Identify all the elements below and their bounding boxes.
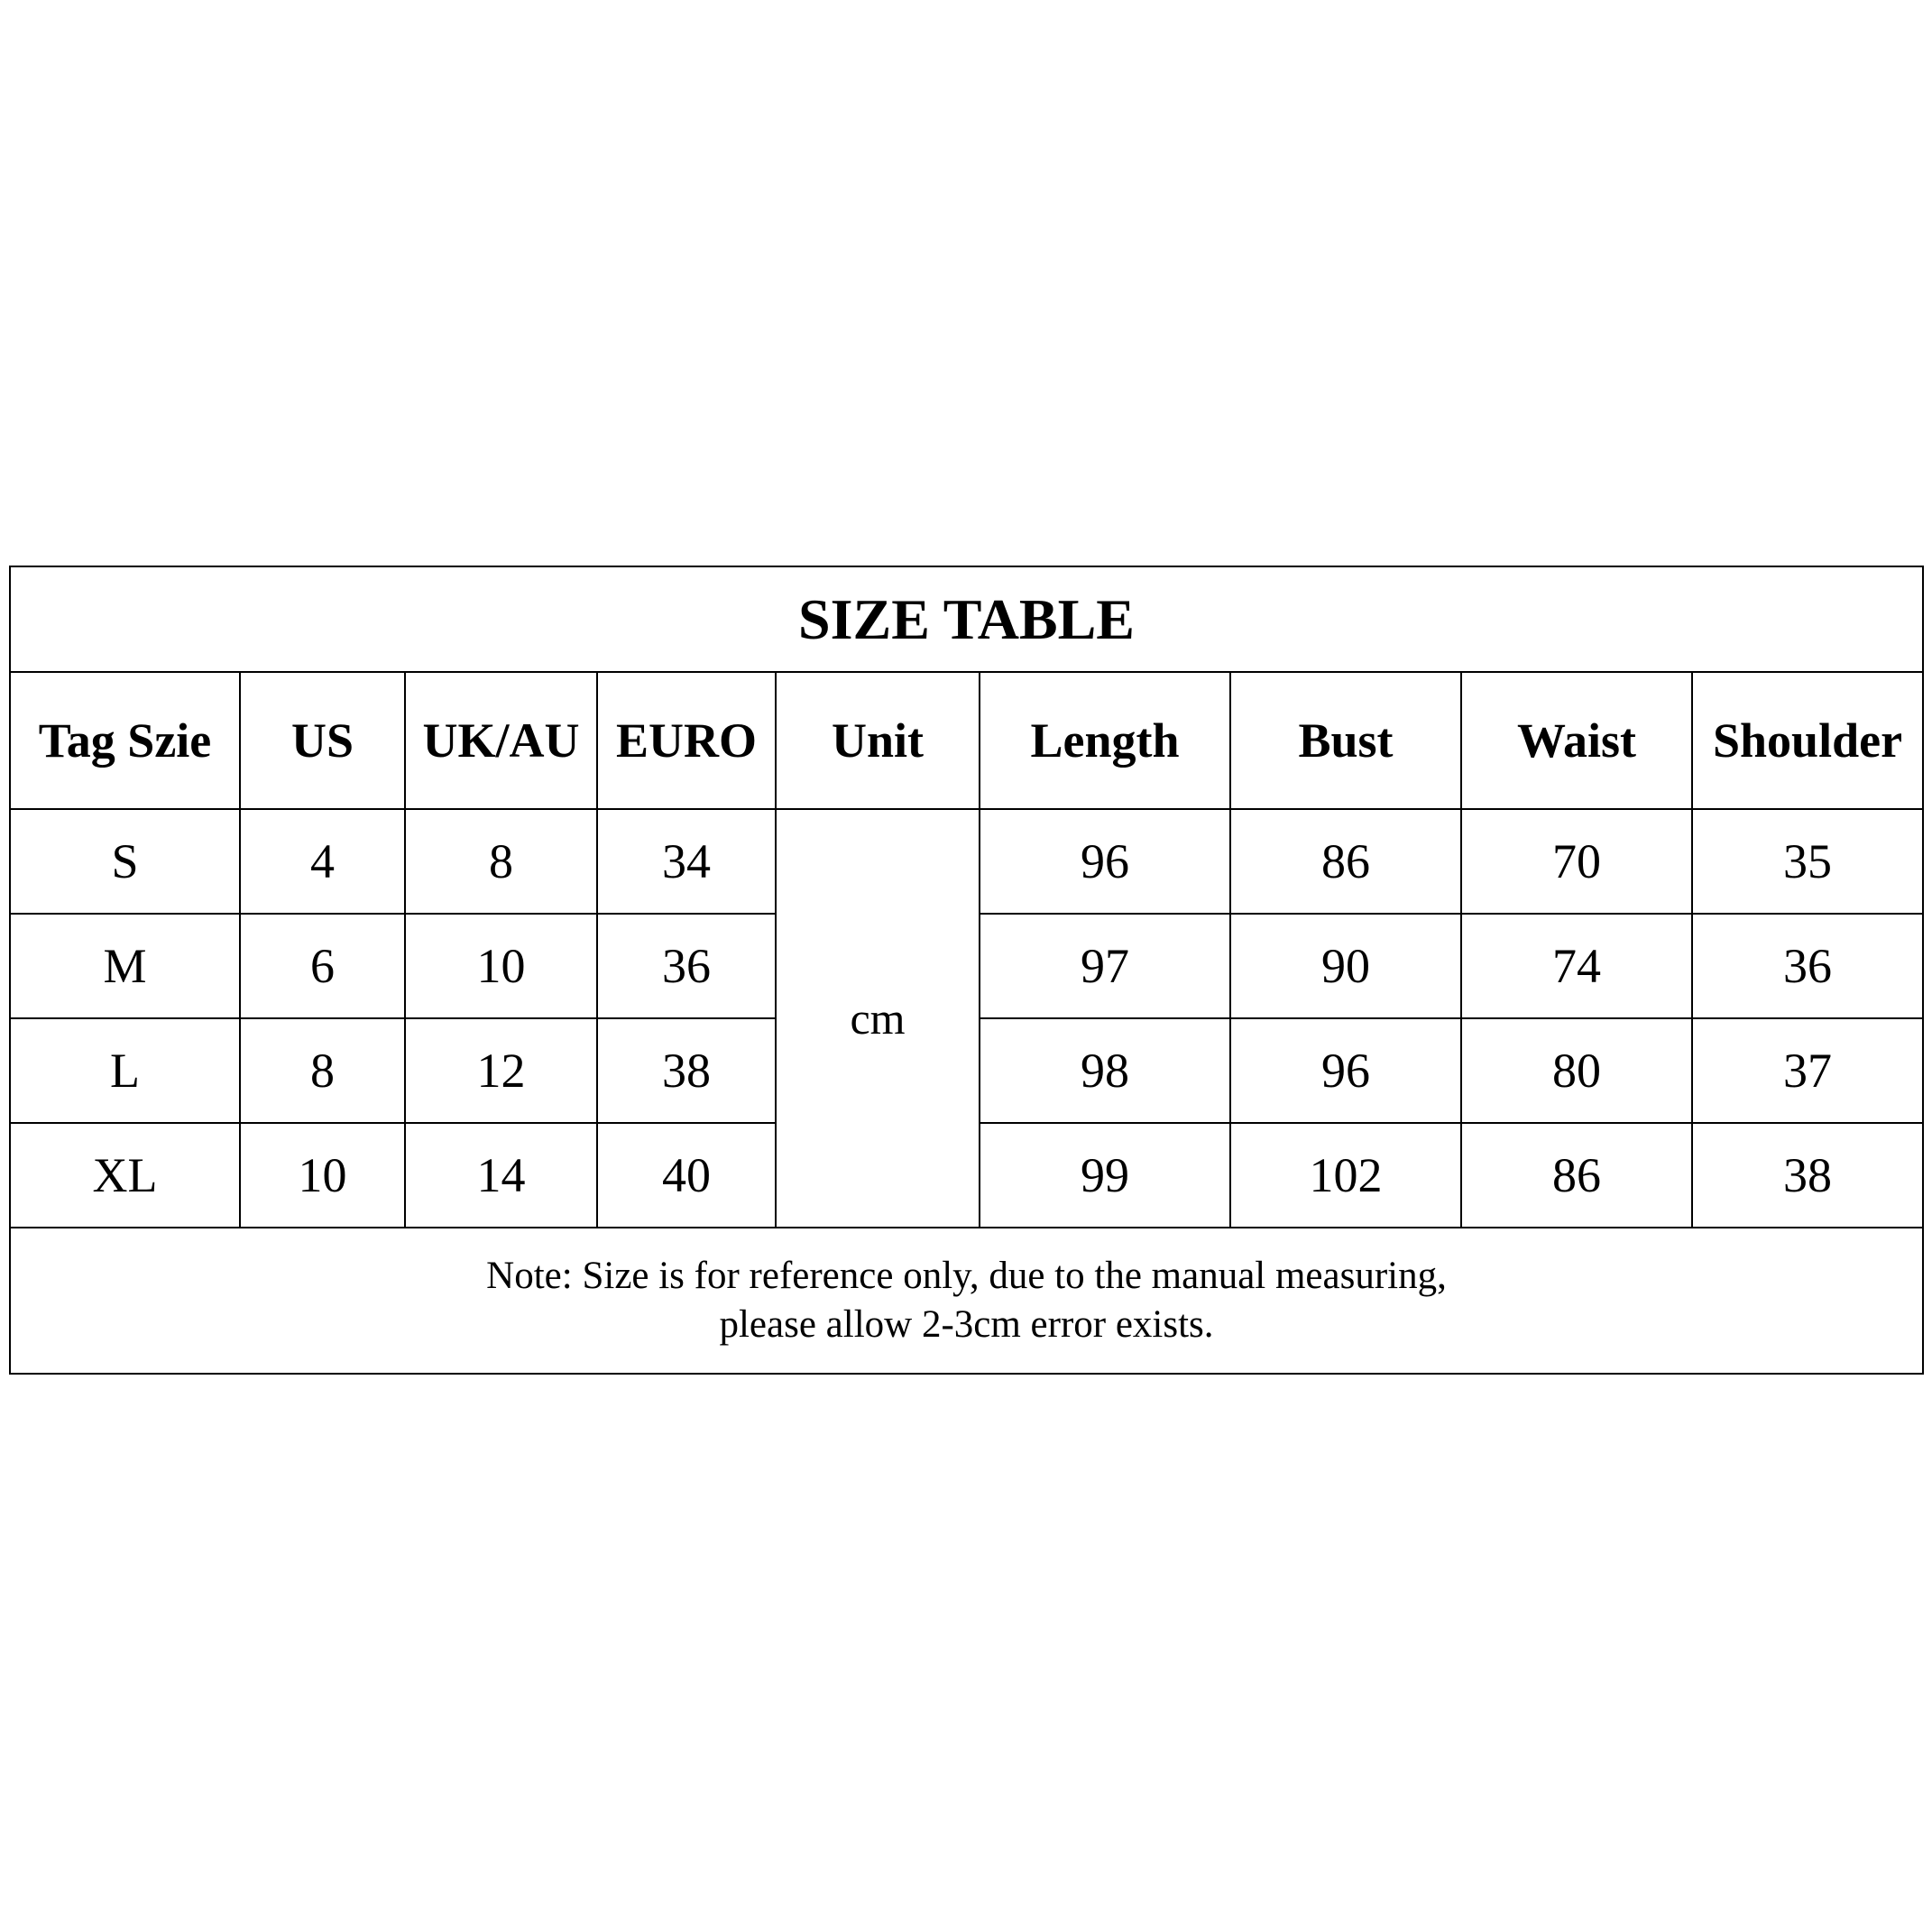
cell-us: 10 [240, 1123, 405, 1228]
cell-tag: M [10, 914, 240, 1018]
title-row [10, 566, 1923, 672]
cell-uk-au: 12 [405, 1018, 597, 1123]
header-unit: Unit [776, 672, 980, 809]
cell-euro: 34 [597, 809, 776, 914]
header-bust: Bust [1230, 672, 1461, 809]
cell-length: 98 [980, 1018, 1230, 1123]
table-title: SIZE TABLE [10, 566, 1923, 672]
header-uk-au: UK/AU [405, 672, 597, 809]
cell-tag: L [10, 1018, 240, 1123]
cell-euro: 36 [597, 914, 776, 1018]
cell-shoulder: 37 [1692, 1018, 1923, 1123]
size-note [10, 1228, 1923, 1374]
note-line-1: Note: Size is for reference only, due to the manual measuring, [486, 1255, 1447, 1297]
note-row [10, 1228, 1923, 1374]
size-table [9, 566, 1924, 1375]
cell-bust: 90 [1230, 914, 1461, 1018]
header-shoulder: Shoulder [1692, 672, 1923, 809]
note-line-2: please allow 2-3cm error exists. [719, 1303, 1214, 1346]
cell-bust: 96 [1230, 1018, 1461, 1123]
cell-euro: 40 [597, 1123, 776, 1228]
cell-shoulder: 36 [1692, 914, 1923, 1018]
cell-length: 97 [980, 914, 1230, 1018]
cell-bust: 86 [1230, 809, 1461, 914]
header-waist: Waist [1461, 672, 1692, 809]
cell-uk-au: 14 [405, 1123, 597, 1228]
cell-euro: 38 [597, 1018, 776, 1123]
cell-uk-au: 10 [405, 914, 597, 1018]
cell-waist: 80 [1461, 1018, 1692, 1123]
header-tag-size: Tag Szie [10, 672, 240, 809]
header-euro: EURO [597, 672, 776, 809]
cell-bust: 102 [1230, 1123, 1461, 1228]
cell-unit: cm [776, 809, 980, 1228]
header-us: US [240, 672, 405, 809]
cell-us: 4 [240, 809, 405, 914]
cell-shoulder: 38 [1692, 1123, 1923, 1228]
cell-us: 6 [240, 914, 405, 1018]
cell-tag: XL [10, 1123, 240, 1228]
cell-shoulder: 35 [1692, 809, 1923, 914]
header-length: Length [980, 672, 1230, 809]
cell-tag: S [10, 809, 240, 914]
cell-length: 96 [980, 809, 1230, 914]
table-row [10, 809, 1923, 914]
header-row [10, 672, 1923, 809]
cell-length: 99 [980, 1123, 1230, 1228]
cell-uk-au: 8 [405, 809, 597, 914]
cell-waist: 70 [1461, 809, 1692, 914]
cell-waist: 86 [1461, 1123, 1692, 1228]
cell-us: 8 [240, 1018, 405, 1123]
cell-waist: 74 [1461, 914, 1692, 1018]
